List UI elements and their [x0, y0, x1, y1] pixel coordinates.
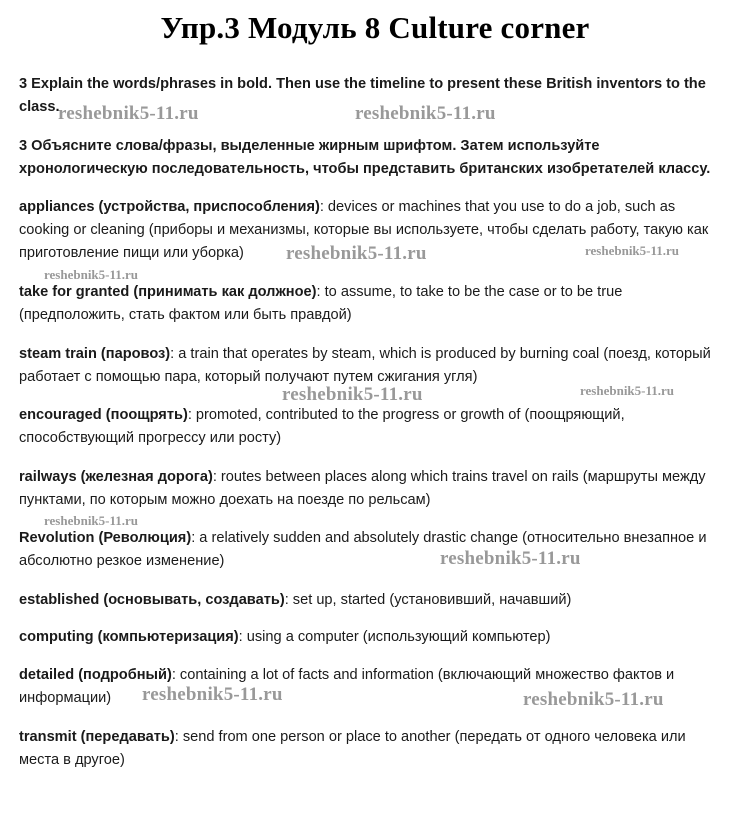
- watermark: reshebnik5-11.ru: [44, 267, 139, 282]
- entry-term: steam train (паровоз): [19, 346, 171, 362]
- entry-definition: : a relatively sudden and absolutely drastic change (относительно внезапное и абсолютно резкое изменение): [19, 530, 707, 569]
- entry-term: transmit (передавать): [19, 729, 175, 745]
- entry-definition: : containing a lot of facts and information (включающий множество фактов и информации): [19, 667, 675, 706]
- entry-definition: : routes between places along which trains travel on rails (маршруты между пунктами, по которым можно доехать на поезде по рельсам): [19, 469, 706, 508]
- entry-transmit: [19, 726, 724, 772]
- entry-revolution: [19, 527, 724, 573]
- watermark: reshebnik5-11.ru: [355, 103, 496, 124]
- watermark: reshebnik5-11.ru: [440, 548, 581, 569]
- entry-term: computing (компьютеризация): [19, 629, 239, 645]
- entry-term: railways (железная дорога): [19, 469, 213, 485]
- entry-definition: : to assume, to take to be the case or to be true (предположить, стать фактом или быть правдой): [19, 284, 623, 323]
- entry-term: established (основывать, создавать): [19, 592, 285, 608]
- page-title: Упр.3 Модуль 8 Culture corner: [160, 10, 590, 45]
- watermark: reshebnik5-11.ru: [523, 689, 664, 710]
- watermark: reshebnik5-11.ru: [580, 383, 675, 398]
- watermark: reshebnik5-11.ru: [282, 384, 423, 405]
- watermark: reshebnik5-11.ru: [44, 513, 139, 528]
- entry-railways: [19, 466, 724, 512]
- entry-definition: : promoted, contributed to the progress or growth of (поощряющий, способствующий прогрессу или росту): [19, 407, 625, 446]
- task-english: 3 Explain the words/phrases in bold. Then use the timeline to present these British inventors to the class.: [19, 76, 706, 115]
- watermark: reshebnik5-11.ru: [585, 243, 680, 258]
- entry-definition: : using a computer (использующий компьютер): [238, 629, 551, 645]
- entry-term: encouraged (поощрять): [19, 407, 188, 423]
- entry-term: Revolution (Революция): [19, 530, 192, 546]
- entry-take-for-granted: [19, 281, 724, 327]
- entry-definition: : send from one person or place to another (передать от одного человека или места в другое): [19, 729, 686, 768]
- watermark: reshebnik5-11.ru: [286, 243, 427, 264]
- task-russian: 3 Объясните слова/фразы, выделенные жирным шрифтом. Затем используйте хронологическую последовательность, чтобы представить британских изобретателей классу.: [19, 138, 711, 177]
- entry-term: appliances (устройства, приспособления): [19, 199, 320, 215]
- entry-encouraged: [19, 404, 724, 450]
- entry-established: [19, 589, 724, 612]
- entry-definition: : a train that operates by steam, which is produced by burning coal (поезд, который работает с помощью пара, который получают путем сжигания угля): [19, 346, 711, 385]
- watermark: reshebnik5-11.ru: [58, 103, 199, 124]
- entry-term: detailed (подробный): [19, 667, 172, 683]
- entry-definition: : set up, started (установивший, начавший): [284, 592, 572, 608]
- entry-computing: [19, 626, 724, 649]
- watermark: reshebnik5-11.ru: [142, 684, 283, 705]
- entry-term: take for granted (принимать как должное): [19, 284, 317, 300]
- entry-definition: : devices or machines that you use to do a job, such as cooking or cleaning (приборы и механизмы, которые вы используете, чтобы сделать работу, такую как приготовление пищи или уборка): [19, 199, 709, 261]
